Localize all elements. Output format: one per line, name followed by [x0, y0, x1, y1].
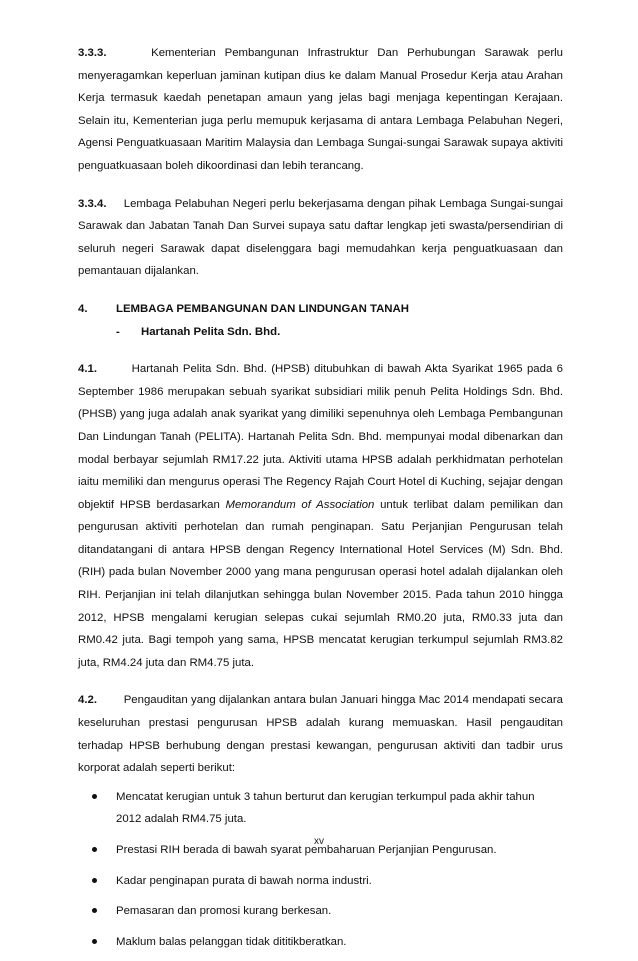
paragraph-text: Kementerian Pembangunan Infrastruktur Dan Perhubungan Sarawak perlu menyeragamkan keperluan jaminan kutipan dius ke dalam Manual Prosedur Kerja atau Arahan Kerja termasuk kaedah penetapan amaun yang jelas bagi menjaga kepentingan Kerajaan. Selain itu, Kementerian juga perlu memupuk kerjasama di antara Lembaga Pelabuhan Negeri, Agensi Penguatkuasaan Maritim Malaysia dan Lembaga Sungai-sungai Sarawak supaya aktiviti penguatkuasaan boleh dikoordinasi dan lebih terancang. — [78, 47, 563, 172]
subheading-title: Hartanah Pelita Sdn. Bhd. — [141, 325, 281, 338]
findings-list — [78, 786, 563, 954]
paragraph-number: 3.3.4. — [78, 197, 107, 210]
paragraph-italic-text: Memorandum of Association — [225, 498, 375, 511]
paragraph-4-2 — [78, 689, 563, 779]
paragraph-3-3-3 — [78, 42, 563, 178]
paragraph-number: 4.2. — [78, 694, 97, 707]
paragraph-text-continued: untuk terlibat dalam pemilikan dan pengurusan aktiviti perhotelan dan rumah penginapan. Satu Perjanjian Pengurusan telah ditandatangani di antara HPSB dengan Regency International Hotel Services (M) Sdn. Bhd. (RIH) pada bulan November 2000 yang mana pengurusan operasi hotel adalah dijalankan oleh RIH. Perjanjian ini telah dilanjutkan sehingga bulan November 2015. Pada tahun 2010 hingga 2012, HPSB mengalami kerugian selepas cukai sejumlah RM0.20 juta, RM0.33 juta dan RM0.42 juta. Bagi tempoh yang sama, HPSB mencatat kerugian terkumpul sejumlah RM3.82 juta, RM4.24 juta dan RM4.75 juta. — [78, 498, 563, 669]
bullet-icon — [92, 878, 97, 883]
list-item-text: Pemasaran dan promosi kurang berkesan. — [116, 905, 332, 918]
section-subheading — [116, 321, 563, 344]
heading-title: LEMBAGA PEMBANGUNAN DAN LINDUNGAN TANAH — [116, 302, 409, 315]
list-item-text: Kadar penginapan purata di bawah norma industri. — [116, 874, 372, 887]
paragraph-text: Pengauditan yang dijalankan antara bulan Januari hingga Mac 2014 mendapati secara keseluruhan prestasi pengurusan HPSB adalah kurang memuaskan. Hasil pengauditan terhadap HPSB berhubung dengan prestasi kewangan, pengurusan aktiviti dan tadbir urus korporat adalah seperti berikut: — [78, 694, 563, 775]
paragraph-number: 4.1. — [78, 363, 97, 376]
paragraph-text: Hartanah Pelita Sdn. Bhd. (HPSB) ditubuhkan di bawah Akta Syarikat 1965 pada 6 September 1986 merupakan sebuah syarikat subsidiari milik penuh Pelita Holdings Sdn. Bhd. (PHSB) yang juga adalah anak syarikat yang dimiliki sepenuhnya oleh Lembaga Pembangunan Dan Lindungan Tanah (PELITA). Hartanah Pelita Sdn. Bhd. mempunyai modal dibenarkan dan modal berbayar sejumlah RM17.22 juta. Aktiviti utama HPSB adalah perkhidmatan perhotelan iaitu memiliki dan mengurus operasi The Regency Rajah Court Hotel di Kuching, sejajar dengan objektif HPSB berdasarkan — [78, 363, 563, 511]
bullet-icon — [92, 794, 97, 799]
bullet-icon — [92, 908, 97, 913]
bullet-icon — [92, 847, 97, 852]
paragraph-4-1 — [78, 358, 563, 674]
list-item-text: Mencatat kerugian untuk 3 tahun berturut dan kerugian terkumpul pada akhir tahun 2012 adalah RM4.75 juta. — [116, 790, 535, 826]
paragraph-number: 3.3.3. — [78, 47, 107, 59]
list-item — [78, 900, 563, 923]
page-number: xv — [314, 836, 324, 847]
list-item — [78, 786, 563, 831]
document-page — [78, 42, 563, 961]
bullet-icon — [92, 939, 97, 944]
heading-number: 4. — [78, 302, 88, 315]
list-item — [78, 870, 563, 893]
list-item — [78, 931, 563, 954]
list-item-text: Prestasi RIH berada di bawah syarat pembaharuan Perjanjian Pengurusan. — [116, 844, 497, 856]
paragraph-3-3-4 — [78, 193, 563, 283]
list-item-text: Maklum balas pelanggan tidak dititikberatkan. — [116, 935, 347, 948]
section-heading-4 — [78, 298, 563, 321]
subheading-dash: - — [116, 325, 120, 338]
paragraph-text: Lembaga Pelabuhan Negeri perlu bekerjasama dengan pihak Lembaga Sungai-sungai Sarawak dan Jabatan Tanah Dan Survei supaya satu daftar lengkap jeti swasta/persendirian di seluruh negeri Sarawak dapat diselenggara bagi memudahkan kerja penguatkuasaan dan pemantauan dijalankan. — [78, 197, 564, 278]
